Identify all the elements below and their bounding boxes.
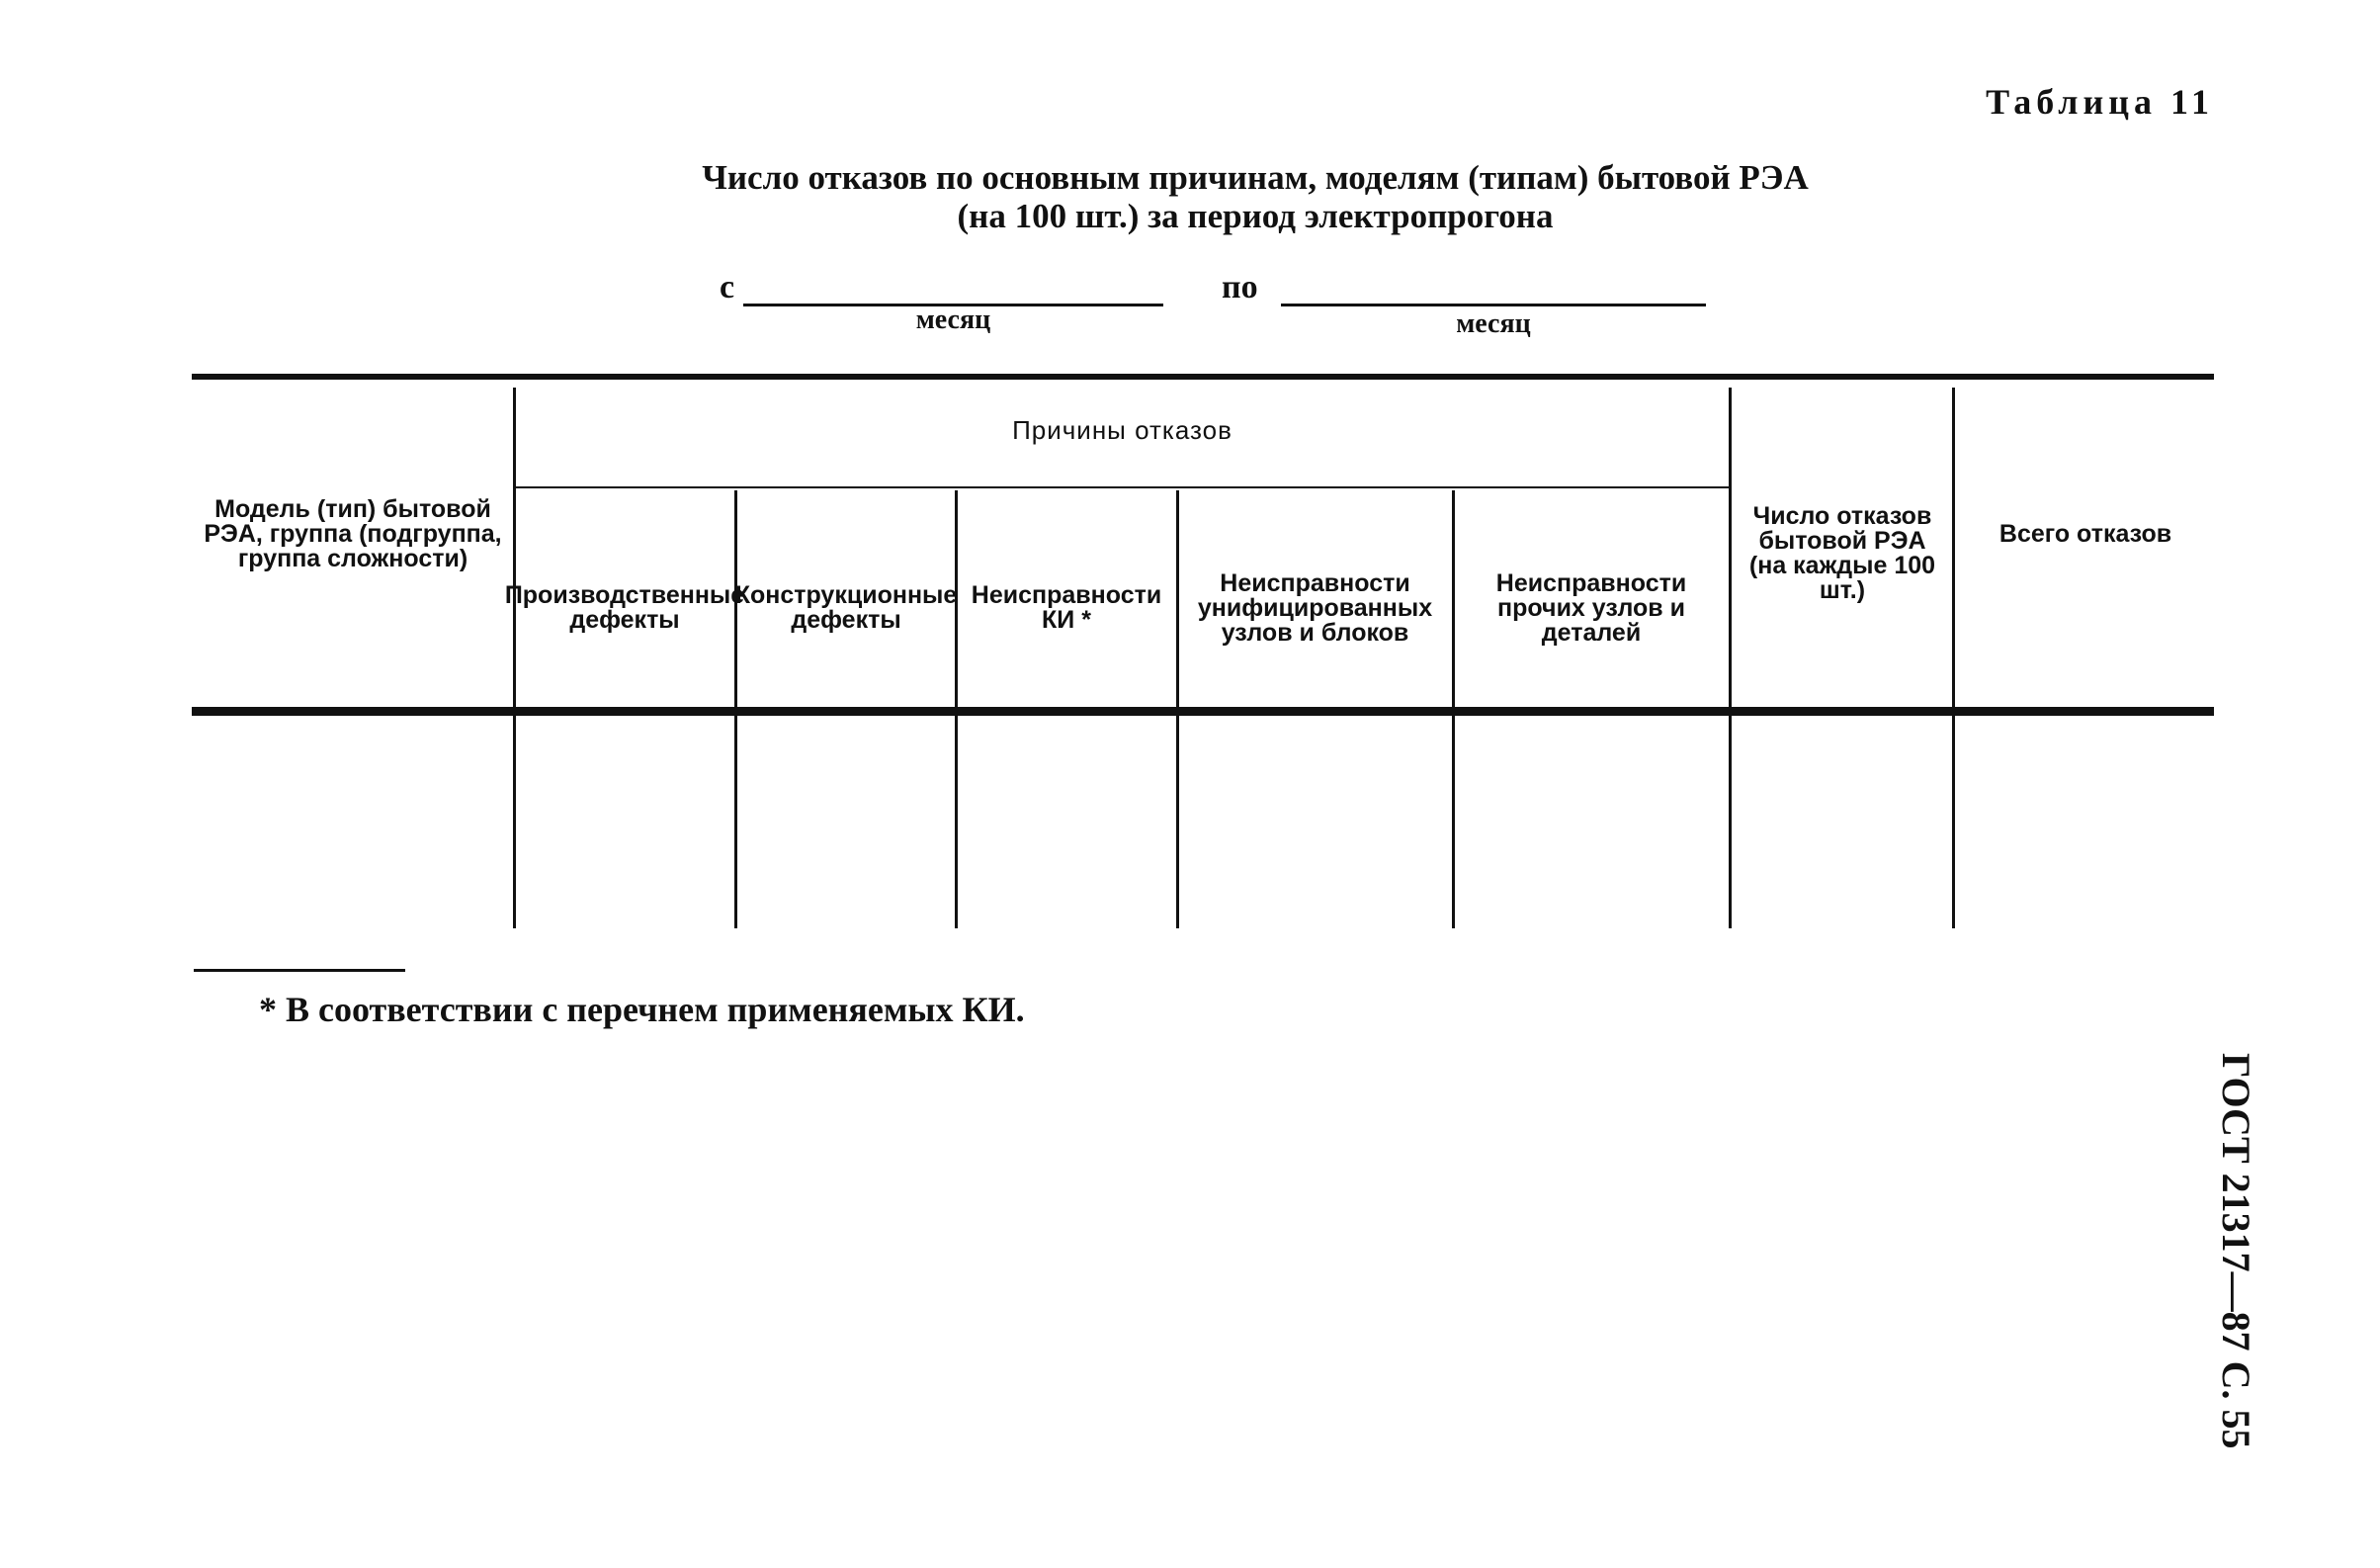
header-other-parts-failures: Неисправности прочих узлов и деталей xyxy=(1495,568,1687,647)
table-title-line-1: Число отказов по основным причинам, моделям (типам) бытовой РЭА xyxy=(702,158,1809,197)
header-failure-reasons: Причины отказов xyxy=(1012,414,1232,445)
body-col-divider-3 xyxy=(955,716,958,928)
table-title xyxy=(474,158,2036,235)
col-divider-4 xyxy=(1176,490,1179,707)
footnote-ki: * В соответствии с перечнем применяемых КИ. xyxy=(259,990,1025,1029)
document-standard-page-label: ГОСТ 21317—87 С. 55 xyxy=(2214,1053,2258,1449)
period-from-prefix: с xyxy=(720,269,735,305)
header-ki-failures: Неисправности КИ * xyxy=(971,581,1162,634)
col-divider-6 xyxy=(1729,388,1732,707)
header-unified-units-failures: Неисправности унифицированных узлов и блоков xyxy=(1197,568,1433,647)
col-divider-7 xyxy=(1952,388,1955,707)
body-col-divider-5 xyxy=(1452,716,1455,928)
header-production-defects: Производственные дефекты xyxy=(504,581,745,634)
header-total-failures: Всего отказов xyxy=(1998,519,2172,548)
header-design-defects: Конструкционные дефекты xyxy=(734,581,958,634)
col-divider-5 xyxy=(1452,490,1455,707)
body-col-divider-6 xyxy=(1729,716,1732,928)
body-col-divider-7 xyxy=(1952,716,1955,928)
header-failures-per-100: Число отказов бытовой РЭА (на каждые 100 шт.) xyxy=(1748,502,1936,604)
table-title-line-2: (на 100 шт.) за период электропрогона xyxy=(957,197,1554,235)
body-col-divider-4 xyxy=(1176,716,1179,928)
period-to-prefix: по xyxy=(1222,269,1258,305)
table-top-rule xyxy=(192,374,2214,380)
header-model-type: Модель (тип) бытовой РЭА, группа (подгруппа, группа сложности) xyxy=(204,494,502,572)
period-from-caption: месяц xyxy=(915,305,991,335)
footnote-rule xyxy=(194,969,405,972)
header-bottom-rule xyxy=(192,707,2214,716)
period-to-blank xyxy=(1281,304,1706,306)
reasons-group-rule xyxy=(514,486,1730,488)
table-number: Таблица 11 xyxy=(1986,82,2214,122)
col-divider-1 xyxy=(513,388,516,707)
body-col-divider-2 xyxy=(734,716,737,928)
body-col-divider-1 xyxy=(513,716,516,928)
period-to-caption: месяц xyxy=(1456,308,1531,339)
